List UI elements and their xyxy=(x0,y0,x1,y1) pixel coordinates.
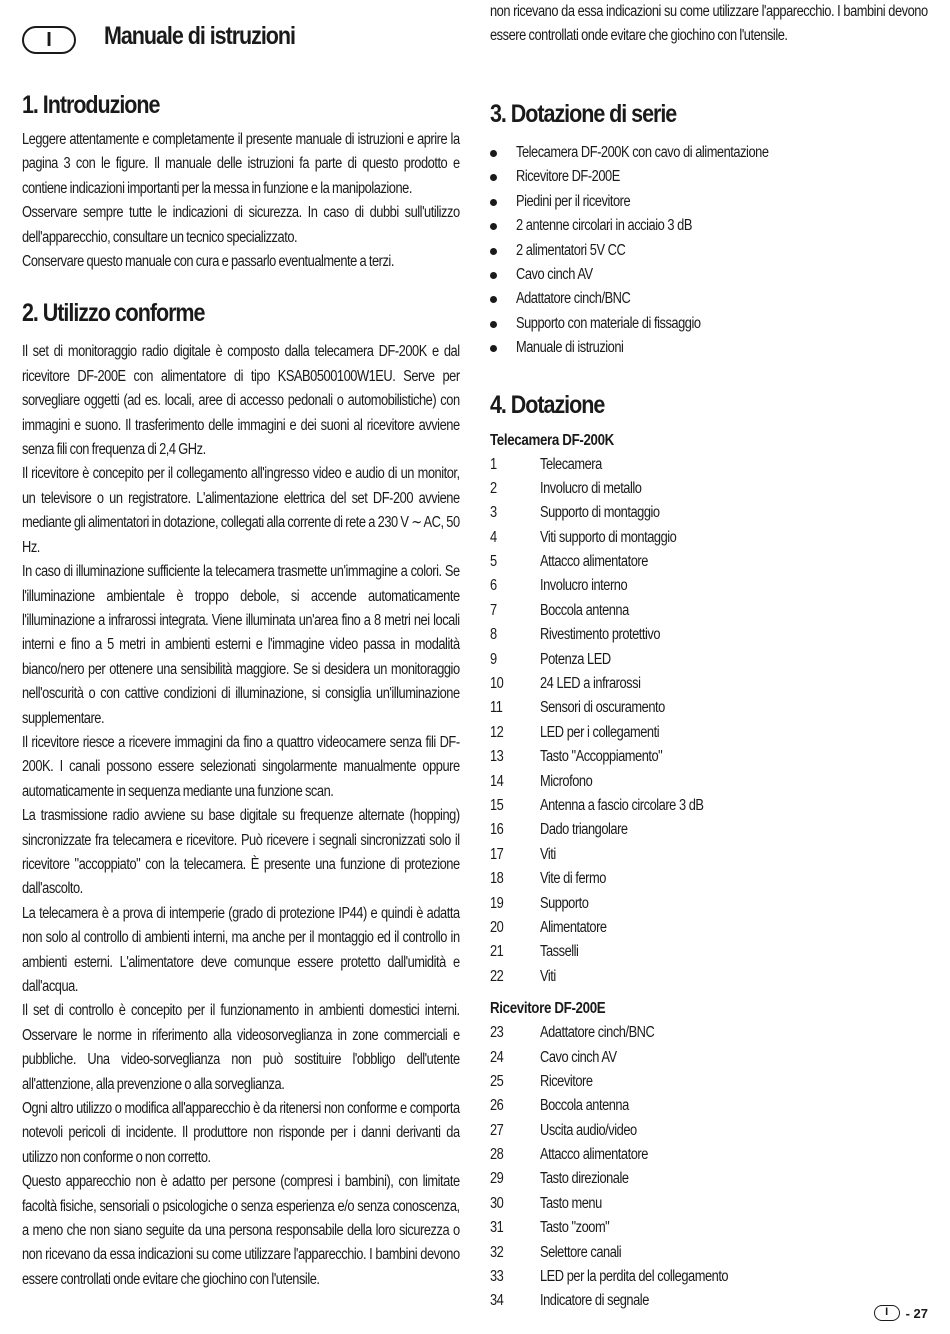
part-row xyxy=(490,1119,928,1143)
part-number: 18 xyxy=(490,870,504,888)
part-label: Rivestimento protettivo xyxy=(540,626,661,644)
part-row xyxy=(490,1167,928,1191)
section-heading-parts: 4. Dotazione xyxy=(490,390,605,419)
list-item: Manuale di istruzioni xyxy=(490,336,928,360)
part-label: Tasto direzionale xyxy=(540,1170,629,1188)
bullet-icon xyxy=(490,223,497,230)
part-row xyxy=(490,1192,928,1216)
part-row xyxy=(490,550,928,574)
part-number: 22 xyxy=(490,967,504,985)
bullet-icon xyxy=(490,272,497,279)
part-number: 8 xyxy=(490,626,497,644)
paragraph: Il ricevitore riesce a ricevere immagini da fino a quattro videocamere senza fili DF-200K. I canali possono essere selezionati singolarmente manualmente oppure automaticamente in sequenza mediante una funzione scan. xyxy=(22,733,460,800)
part-row xyxy=(490,892,928,916)
section-heading-usage: 2. Utilizzo conforme xyxy=(22,299,205,328)
part-label: Attacco alimentatore xyxy=(540,1146,648,1164)
part-label: Tasto "Accoppiamento" xyxy=(540,748,663,766)
part-row xyxy=(490,867,928,891)
part-label: Cavo cinch AV xyxy=(540,1048,617,1066)
part-number: 4 xyxy=(490,528,497,546)
part-number: 15 xyxy=(490,796,504,814)
part-label: Adattatore cinch/BNC xyxy=(540,1024,655,1042)
part-number: 13 xyxy=(490,748,504,766)
part-label: Alimentatore xyxy=(540,918,607,936)
part-row xyxy=(490,940,928,964)
language-badge: I xyxy=(22,26,76,54)
list-item: Supporto con materiale di fissaggio xyxy=(490,312,928,336)
paragraph: Il set di controllo è concepito per il funzionamento in ambienti domestici interni. Osservare le norme in riferimento alla videosorveglianza in zone commerciali e pubbliche. Una video-sorveglianza non può sostituire l'obbligo dell'utente all'attenzione, alla prevenzione o alla sorveglianza. xyxy=(22,1002,460,1093)
part-label: Boccola antenna xyxy=(540,601,629,619)
part-row xyxy=(490,745,928,769)
part-number: 28 xyxy=(490,1146,504,1164)
part-row xyxy=(490,721,928,745)
part-label: 24 LED a infrarossi xyxy=(540,675,641,693)
part-label: Involucro interno xyxy=(540,577,628,595)
page-footer xyxy=(874,1305,928,1321)
paragraph: La trasmissione radio avviene su base digitale su frequenze alternate (hopping) sincronizzate fra telecamera e ricevitore. Può ricevere i segnali sincronizzati solo il ricevitore "accoppiato" con la telecamera. È presente una funzione di protezione dall'ascolto. xyxy=(22,807,460,898)
part-label: LED per i collegamenti xyxy=(540,723,660,741)
bullet-icon xyxy=(490,248,497,255)
part-row xyxy=(490,1070,928,1094)
part-label: Potenza LED xyxy=(540,650,611,668)
part-number: 20 xyxy=(490,918,504,936)
part-label: Dado triangolare xyxy=(540,821,628,839)
part-row xyxy=(490,453,928,477)
bullet-icon xyxy=(490,345,497,352)
page-title: Manuale di istruzioni xyxy=(104,22,295,50)
part-number: 24 xyxy=(490,1048,504,1066)
paragraph: Leggere attentamente e completamente il presente manuale di istruzioni e aprire la pagina 3 con le figure. Il manuale delle istruzioni fa parte di questo prodotto e contiene indicazioni importanti per la messa in funzione e la manipolazione. xyxy=(22,131,460,197)
bullet-icon xyxy=(490,150,497,157)
bullet-icon xyxy=(490,296,497,303)
part-number: 21 xyxy=(490,943,504,961)
part-row xyxy=(490,672,928,696)
part-label: LED per la perdita del collegamento xyxy=(540,1268,729,1286)
part-number: 9 xyxy=(490,650,497,668)
part-number: 23 xyxy=(490,1024,504,1042)
part-row xyxy=(490,648,928,672)
part-row xyxy=(490,599,928,623)
part-number: 16 xyxy=(490,821,504,839)
list-item: 2 antenne circolari in acciaio 3 dB xyxy=(490,214,928,238)
part-row xyxy=(490,1216,928,1240)
part-row xyxy=(490,501,928,525)
part-label: Tasto menu xyxy=(540,1194,602,1212)
part-row xyxy=(490,1143,928,1167)
part-number: 31 xyxy=(490,1219,504,1237)
camera-subheading: Telecamera DF-200K xyxy=(490,431,614,449)
left-column xyxy=(22,86,460,1288)
paragraph: Conservare questo manuale con cura e passarlo eventualmente a terzi. xyxy=(22,253,394,271)
part-label: Tasto "zoom" xyxy=(540,1219,610,1237)
list-item: 2 alimentatori 5V CC xyxy=(490,239,928,263)
part-row xyxy=(490,696,928,720)
paragraph-tail: non ricevano da essa indicazioni su come utilizzare l'apparecchio. I bambini devono essere controllati onde evitare che giochino con l'utensile. xyxy=(490,2,928,45)
part-row xyxy=(490,770,928,794)
part-row xyxy=(490,1021,928,1045)
part-row xyxy=(490,965,928,989)
part-label: Selettore canali xyxy=(540,1243,622,1261)
right-column xyxy=(490,2,928,1314)
part-label: Sensori di oscuramento xyxy=(540,699,665,717)
receiver-subheading: Ricevitore DF-200E xyxy=(490,1000,606,1018)
list-item: Piedini per il ricevitore xyxy=(490,190,928,214)
paragraph-continued: Questo apparecchio non è adatto per persone (compresi i bambini), con limitate facoltà fisiche, sensoriali o psicologiche o senza esperienza e/o senza conoscenza, a meno che non siano seguite da una persona responsabile della loro sicurezza o non ricevano da essa indicazioni su come utilizzare l'apparecchio. I bambini devono essere controllati onde evitare che giochino con l'utensile. xyxy=(22,1173,460,1288)
page-number: - 27 xyxy=(905,1305,928,1321)
part-number: 25 xyxy=(490,1072,504,1090)
part-number: 3 xyxy=(490,504,497,522)
part-label: Boccola antenna xyxy=(540,1097,629,1115)
part-number: 27 xyxy=(490,1121,504,1139)
paragraph: Ogni altro utilizzo o modifica all'apparecchio è da ritenersi non conforme e comporta notevoli pericoli di incidente. Il produttore non risponde per i danni derivanti da utilizzo non conforme o non corretto. xyxy=(22,1100,460,1166)
part-number: 1 xyxy=(490,455,497,473)
part-label: Indicatore di segnale xyxy=(540,1292,649,1310)
supplied-list xyxy=(490,141,928,361)
part-number: 2 xyxy=(490,479,497,497)
bullet-icon xyxy=(490,321,497,328)
part-label: Viti xyxy=(540,967,556,985)
part-label: Involucro di metallo xyxy=(540,479,642,497)
part-number: 6 xyxy=(490,577,497,595)
receiver-parts-list xyxy=(490,1021,928,1314)
part-row xyxy=(490,916,928,940)
part-number: 7 xyxy=(490,601,497,619)
section-heading-supplied: 3. Dotazione di serie xyxy=(490,100,677,128)
part-label: Viti supporto di montaggio xyxy=(540,528,677,546)
part-row xyxy=(490,1046,928,1070)
part-row xyxy=(490,1241,928,1265)
paragraph: In caso di illuminazione sufficiente la telecamera trasmette un'immagine a colori. Se l'illuminazione ambientale è troppo debole, si accende automaticamente l'illuminazione a infrarossi integrata. Viene illuminata un'area fino a 8 metri nei locali interni e fino a 5 metri in ambienti esterni e l'immagine video passa in modalità bianco/nero per ottenere una sensibilità maggiore. Se si desidera un monitoraggio nell'oscurità o con cattive condizioni di illuminazione, si consiglia un'illuminazione supplementare. xyxy=(22,563,460,727)
paragraph-continuation xyxy=(490,2,928,73)
part-number: 11 xyxy=(490,699,503,717)
part-label: Vite di fermo xyxy=(540,870,606,888)
part-label: Supporto di montaggio xyxy=(540,504,660,522)
part-row xyxy=(490,794,928,818)
part-row xyxy=(490,1289,928,1313)
part-number: 26 xyxy=(490,1097,504,1115)
part-number: 34 xyxy=(490,1292,504,1310)
list-item: Telecamera DF-200K con cavo di alimentazione xyxy=(490,141,928,165)
paragraph: Osservare sempre tutte le indicazioni di sicurezza. In caso di dubbi sull'utilizzo dell'apparecchio, consultare un tecnico specializzato. xyxy=(22,204,460,246)
part-row xyxy=(490,623,928,647)
list-item: Cavo cinch AV xyxy=(490,263,928,287)
part-row xyxy=(490,1094,928,1118)
paragraph: La telecamera è a prova di intemperie (grado di protezione IP44) e quindi è adatta non solo al controllo di ambienti interni, ma anche per il montaggio ed il controllo in ambienti esterni. L'alimentatore deve comunque essere protetto dall'umidità e dall'acqua. xyxy=(22,904,460,995)
part-label: Supporto xyxy=(540,894,589,912)
part-label: Uscita audio/video xyxy=(540,1121,637,1139)
footer-language-badge: I xyxy=(874,1305,900,1321)
bullet-icon xyxy=(490,199,497,206)
part-row xyxy=(490,477,928,501)
part-row xyxy=(490,1265,928,1289)
part-number: 30 xyxy=(490,1194,504,1212)
list-item: Ricevitore DF-200E xyxy=(490,165,928,189)
bullet-icon xyxy=(490,174,497,181)
part-label: Attacco alimentatore xyxy=(540,553,648,571)
part-number: 10 xyxy=(490,675,504,693)
paragraph: Il set di monitoraggio radio digitale è composto dalla telecamera DF-200K e dal ricevitore DF-200E con alimentatore di tipo KSAB0500100W1EU. Serve per sorvegliare oggetti (ad es. locali, aree di accesso pedonali o automobilistiche) con immagini e suono. Il trasferimento delle immagini e dei suoni al ricevitore avviene senza fili con frequenza di 2,4 GHz. xyxy=(22,343,460,459)
part-label: Tasselli xyxy=(540,943,579,961)
section-heading-introduction: 1. Introduzione xyxy=(22,91,160,119)
part-number: 17 xyxy=(490,845,504,863)
part-row xyxy=(490,818,928,842)
part-number: 33 xyxy=(490,1268,504,1286)
paragraph: Il ricevitore è concepito per il collegamento all'ingresso video e audio di un monitor, un televisore o un registratore. L'alimentazione elettrica del set DF-200 avviene mediante gli alimentatori in dotazione, collegati alla corrente di rete a 230 V ∼ AC, 50 Hz. xyxy=(22,465,460,556)
part-label: Viti xyxy=(540,845,556,863)
intro-text xyxy=(22,128,460,274)
camera-parts-list xyxy=(490,453,928,990)
part-label: Telecamera xyxy=(540,455,602,473)
part-row xyxy=(490,843,928,867)
part-row xyxy=(490,526,928,550)
part-number: 32 xyxy=(490,1243,504,1261)
part-label: Microfono xyxy=(540,772,593,790)
part-number: 29 xyxy=(490,1170,504,1188)
usage-text xyxy=(22,340,460,1288)
part-row xyxy=(490,574,928,598)
part-label: Ricevitore xyxy=(540,1072,593,1090)
part-number: 12 xyxy=(490,723,504,741)
part-number: 19 xyxy=(490,894,504,912)
part-label: Antenna a fascio circolare 3 dB xyxy=(540,796,704,814)
part-number: 14 xyxy=(490,772,504,790)
list-item: Adattatore cinch/BNC xyxy=(490,287,928,311)
part-number: 5 xyxy=(490,553,497,571)
